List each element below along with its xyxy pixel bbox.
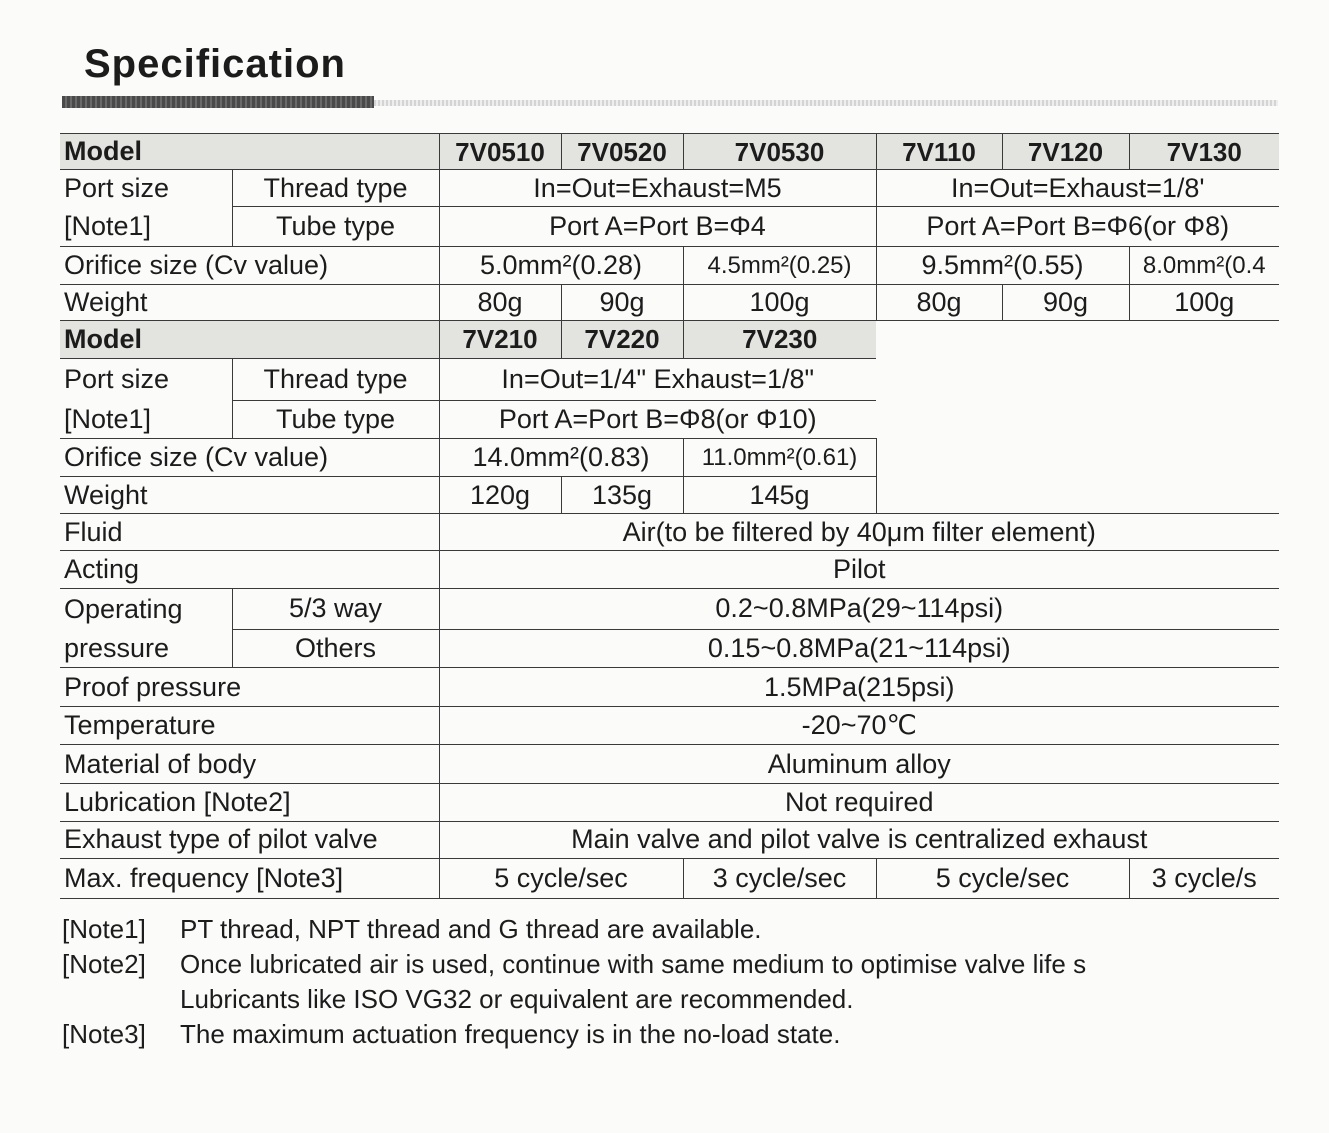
thread-value: In=Out=Exhaust=M5	[439, 170, 876, 207]
weight-value: 90g	[561, 284, 683, 320]
specification-table	[60, 133, 1279, 899]
exhaust-label: Exhaust type of pilot valve	[60, 821, 439, 858]
model-row-1	[60, 134, 1279, 170]
note-row	[62, 982, 1279, 1017]
weight-label: Weight	[60, 477, 439, 514]
note1-ref: [Note1]	[64, 403, 152, 434]
note-text: The maximum actuation frequency is in the no-load state.	[180, 1019, 841, 1049]
port-size-label: Port size	[64, 172, 170, 203]
thread-row-1	[60, 170, 1279, 207]
frequency-row	[60, 858, 1279, 898]
note-row	[62, 947, 1279, 982]
thread-type-label: Thread type	[232, 358, 439, 400]
model-cell: 7V110	[876, 134, 1002, 170]
acting-label: Acting	[60, 550, 439, 588]
others-value: 0.15~0.8MPa(21~114psi)	[439, 629, 1279, 667]
operating-row-1	[60, 588, 1279, 629]
note-key: [Note2]	[62, 949, 146, 979]
note-text: PT thread, NPT thread and G thread are available.	[180, 914, 762, 944]
model-cell: 7V230	[683, 320, 876, 358]
orifice-label: Orifice size (Cv value)	[60, 247, 439, 284]
model-label: Model	[60, 320, 439, 358]
title-underline-light	[374, 100, 1278, 106]
empty-area	[876, 439, 1279, 477]
note-row	[62, 1017, 1279, 1052]
proof-label: Proof pressure	[60, 668, 439, 707]
frequency-value: 3 cycle/s	[1129, 858, 1279, 898]
material-row	[60, 745, 1279, 784]
weight-value: 80g	[439, 284, 561, 320]
temperature-value: -20~70℃	[439, 707, 1279, 745]
model-row-2	[60, 320, 1279, 358]
temperature-label: Temperature	[60, 707, 439, 745]
acting-row	[60, 550, 1279, 588]
model-cell: 7V120	[1002, 134, 1129, 170]
lubrication-label: Lubrication [Note2]	[60, 784, 439, 821]
model-cell: 7V130	[1129, 134, 1279, 170]
weight-row-1	[60, 284, 1279, 320]
empty-area	[876, 320, 1279, 358]
tube-value: Port A=Port B=Φ8(or Φ10)	[439, 401, 876, 439]
thread-value: In=Out=Exhaust=1/8'	[876, 170, 1279, 207]
model-cell: 7V210	[439, 320, 561, 358]
pressure-label: pressure	[64, 632, 170, 663]
thread-value: In=Out=1/4" Exhaust=1/8"	[439, 358, 876, 400]
note-key: [Note1]	[62, 914, 146, 944]
way53-label: 5/3 way	[232, 588, 439, 629]
tube-value: Port A=Port B=Φ6(or Φ8)	[876, 207, 1279, 247]
tube-type-label: Tube type	[232, 207, 439, 247]
exhaust-value: Main valve and pilot valve is centralized exhaust	[439, 821, 1279, 858]
operating-row-2	[60, 629, 1279, 667]
note-text: Lubricants like ISO VG32 or equivalent are recommended.	[180, 984, 854, 1014]
thread-row-2	[60, 358, 1279, 400]
others-label: Others	[232, 629, 439, 667]
weight-value: 100g	[1129, 284, 1279, 320]
material-value: Aluminum alloy	[439, 745, 1279, 784]
temperature-row	[60, 707, 1279, 745]
thread-type-label: Thread type	[232, 170, 439, 207]
model-cell: 7V0510	[439, 134, 561, 170]
frequency-value: 3 cycle/sec	[683, 858, 876, 898]
tube-row-2	[60, 401, 1279, 439]
frequency-value: 5 cycle/sec	[439, 858, 683, 898]
weight-row-2	[60, 477, 1279, 514]
proof-value: 1.5MPa(215psi)	[439, 668, 1279, 707]
fluid-row	[60, 514, 1279, 550]
weight-value: 80g	[876, 284, 1002, 320]
acting-value: Pilot	[439, 550, 1279, 588]
frequency-label: Max. frequency [Note3]	[60, 858, 439, 898]
orifice-value: 11.0mm²(0.61)	[683, 439, 876, 477]
tube-row-1	[60, 207, 1279, 247]
note-row	[62, 912, 1279, 947]
note-text: Once lubricated air is used, continue with same medium to optimise valve life s	[180, 949, 1087, 979]
exhaust-row	[60, 821, 1279, 858]
orifice-row-2	[60, 439, 1279, 477]
note-key: [Note3]	[62, 1019, 146, 1049]
port-size-label: Port size	[64, 364, 170, 395]
model-cell: 7V0520	[561, 134, 683, 170]
tube-type-label: Tube type	[232, 401, 439, 439]
orifice-value: 14.0mm²(0.83)	[439, 439, 683, 477]
orifice-value: 8.0mm²(0.4	[1129, 247, 1279, 284]
model-cell: 7V220	[561, 320, 683, 358]
orifice-value: 9.5mm²(0.55)	[876, 247, 1129, 284]
orifice-value: 5.0mm²(0.28)	[439, 247, 683, 284]
way53-value: 0.2~0.8MPa(29~114psi)	[439, 588, 1279, 629]
frequency-value: 5 cycle/sec	[876, 858, 1129, 898]
weight-value: 90g	[1002, 284, 1129, 320]
orifice-value: 4.5mm²(0.25)	[683, 247, 876, 284]
empty-area	[876, 358, 1279, 400]
weight-value: 120g	[439, 477, 561, 514]
empty-area	[876, 477, 1279, 514]
empty-area	[876, 401, 1279, 439]
orifice-label: Orifice size (Cv value)	[60, 439, 439, 477]
orifice-row-1	[60, 247, 1279, 284]
material-label: Material of body	[60, 745, 439, 784]
weight-label: Weight	[60, 284, 439, 320]
weight-value: 135g	[561, 477, 683, 514]
tube-value: Port A=Port B=Φ4	[439, 207, 876, 247]
model-label: Model	[60, 134, 439, 170]
title-underline-dark	[62, 96, 374, 108]
fluid-value: Air(to be filtered by 40μm filter element)	[439, 514, 1279, 550]
notes-section	[62, 912, 1279, 1052]
lubrication-value: Not required	[439, 784, 1279, 821]
lubrication-row	[60, 784, 1279, 821]
operating-label: Operating	[64, 593, 183, 624]
model-cell: 7V0530	[683, 134, 876, 170]
weight-value: 145g	[683, 477, 876, 514]
weight-value: 100g	[683, 284, 876, 320]
note-key	[62, 982, 180, 1017]
fluid-label: Fluid	[60, 514, 439, 550]
note1-ref: [Note1]	[64, 211, 152, 242]
page-title: Specification	[84, 42, 346, 86]
proof-row	[60, 668, 1279, 707]
